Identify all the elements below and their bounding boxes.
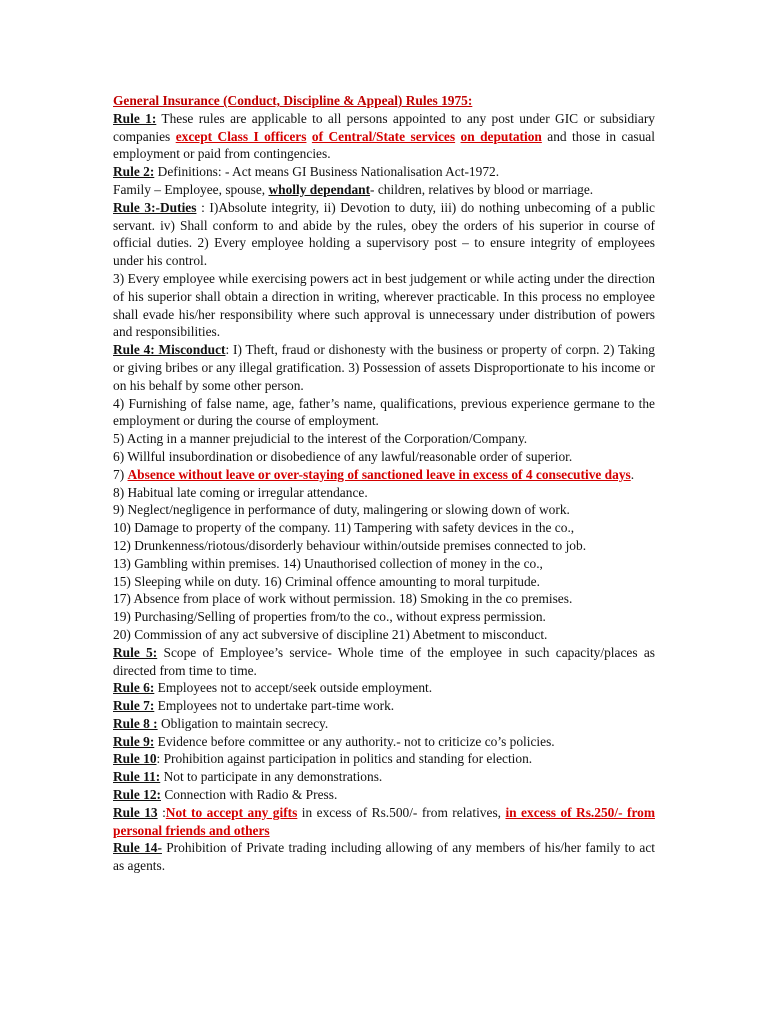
rule-11: Rule 11: Not to participate in any demonstrations. (113, 769, 383, 785)
misconduct-item-7: 7) Absence without leave or over-staying of sanctioned leave in excess of 4 consecutive days. (113, 466, 635, 482)
misconduct-item-20: 20) Commission of any act subversive of discipline 21) Abetment to misconduct. (113, 626, 548, 642)
rule-6: Rule 6: Employees not to accept/seek outside employment. (113, 680, 433, 696)
family-definition: Family – Employee, spouse, wholly dependant- children, relatives by blood or marriage. (113, 181, 594, 197)
rule-12-label: Rule 12: (113, 787, 161, 803)
rule-5: Rule 5: Scope of Employee’s service- Whole time of the employee in such capacity/places as directed from time to time. (113, 644, 655, 678)
rule-5-label: Rule 5: (113, 644, 158, 660)
rule-13-label: Rule 13 (113, 804, 158, 820)
misconduct-item-13: 13) Gambling within premises. 14) Unauthorised collection of money in the co., (113, 555, 543, 571)
rule-9: Rule 9: Evidence before committee or any authority.- not to criticize co’s policies. (113, 733, 555, 749)
highlight-absence-without-leave: Absence without leave or over-staying of sanctioned leave in excess of 4 consecutive days (127, 466, 631, 482)
document-title: General Insurance (Conduct, Discipline & Appeal) Rules 1975: (113, 93, 473, 108)
rule-7-label: Rule 7: (113, 698, 155, 714)
wholly-dependant-term: wholly dependant (268, 181, 371, 197)
misconduct-item-4: 4) Furnishing of false name, age, father’s name, qualifications, previous experience germane to the employment or during the course of employment. (113, 395, 655, 429)
rule-14: Rule 14- Prohibition of Private trading including allowing of any members of his/her family to act as agents. (113, 840, 655, 874)
highlight-personal-friends: in excess of Rs.250/- from personal friends and others (113, 804, 655, 838)
highlight-central-state-services: of Central/State services (311, 128, 456, 144)
rule-6-label: Rule 6: (113, 680, 155, 696)
rule-8: Rule 8 : Obligation to maintain secrecy. (113, 715, 329, 731)
rule-10: Rule 10: Prohibition against participation in politics and standing for election. (113, 751, 533, 767)
rule-14-label: Rule 14- (113, 840, 162, 856)
rule-10-label: Rule 10 (113, 751, 157, 767)
document-body (113, 92, 655, 875)
rule-3-label: Rule 3:-Duties (113, 199, 197, 215)
rule-9-label: Rule 9: (113, 733, 155, 749)
rule-8-label: Rule 8 : (113, 715, 158, 731)
highlight-not-to-accept-gifts: Not to accept any gifts (165, 804, 298, 820)
misconduct-item-6: 6) Willful insubordination or disobedience of any lawful/reasonable order of superior. (113, 448, 573, 464)
rule-4: Rule 4: Misconduct: I) Theft, fraud or dishonesty with the business or property of corpn. 2) Taking or giving bribes or any illegal gratification. 3) Possession of assets Disproportionate to his income or on his behalf by some other person. (113, 342, 655, 393)
rule-13: Rule 13 :Not to accept any gifts in excess of Rs.500/- from relatives, in excess of Rs.250/- from personal friends and others (113, 804, 655, 838)
misconduct-item-12: 12) Drunkenness/riotous/disorderly behaviour within/outside premises connected to job. (113, 537, 587, 553)
rule-3-para-3: 3) Every employee while exercising powers act in best judgement or while acting under the direction of his superior shall obtain a direction in writing, wherever practicable. In this process no employee shall evade his/her responsibility where such approval is unnecessary under distribution of powers and responsibilities. (113, 270, 655, 340)
rule-2: Rule 2: Definitions: - Act means GI Business Nationalisation Act-1972. (113, 164, 500, 180)
rule-4-label: Rule 4: Misconduct (113, 342, 226, 358)
misconduct-item-5: 5) Acting in a manner prejudicial to the interest of the Corporation/Company. (113, 431, 528, 447)
rule-1: Rule 1: These rules are applicable to all persons appointed to any post under GIC or subsidiary companies except Class I officers of Central/State services on deputation and those in casual employment or paid from contingencies. (113, 110, 655, 162)
misconduct-item-8: 8) Habitual late coming or irregular attendance. (113, 484, 368, 500)
highlight-except-class-i: except Class I officers (175, 128, 307, 144)
rule-12: Rule 12: Connection with Radio & Press. (113, 787, 338, 803)
misconduct-item-17: 17) Absence from place of work without permission. 18) Smoking in the co premises. (113, 591, 573, 607)
misconduct-item-9: 9) Neglect/negligence in performance of duty, malingering or slowing down of work. (113, 502, 570, 518)
rule-1-label: Rule 1: (113, 110, 157, 126)
misconduct-item-15: 15) Sleeping while on duty. 16) Criminal offence amounting to moral turpitude. (113, 573, 540, 589)
highlight-on-deputation: on deputation (460, 128, 542, 144)
rule-2-label: Rule 2: (113, 164, 155, 180)
misconduct-item-19: 19) Purchasing/Selling of properties from/to the co., without express permission. (113, 609, 546, 625)
rule-3: Rule 3:-Duties : I)Absolute integrity, ii) Devotion to duty, iii) do nothing unbecoming of a public servant. iv) Shall conform to and abide by the rules, obey the orders of his superior in course of official duties. 2) Every employee holding a supervisory post – to ensure integrity of employees under his control. (113, 199, 655, 269)
misconduct-item-10: 10) Damage to property of the company. 11) Tampering with safety devices in the co., (113, 520, 575, 536)
rule-11-label: Rule 11: (113, 769, 161, 785)
rule-7: Rule 7: Employees not to undertake part-time work. (113, 698, 395, 714)
